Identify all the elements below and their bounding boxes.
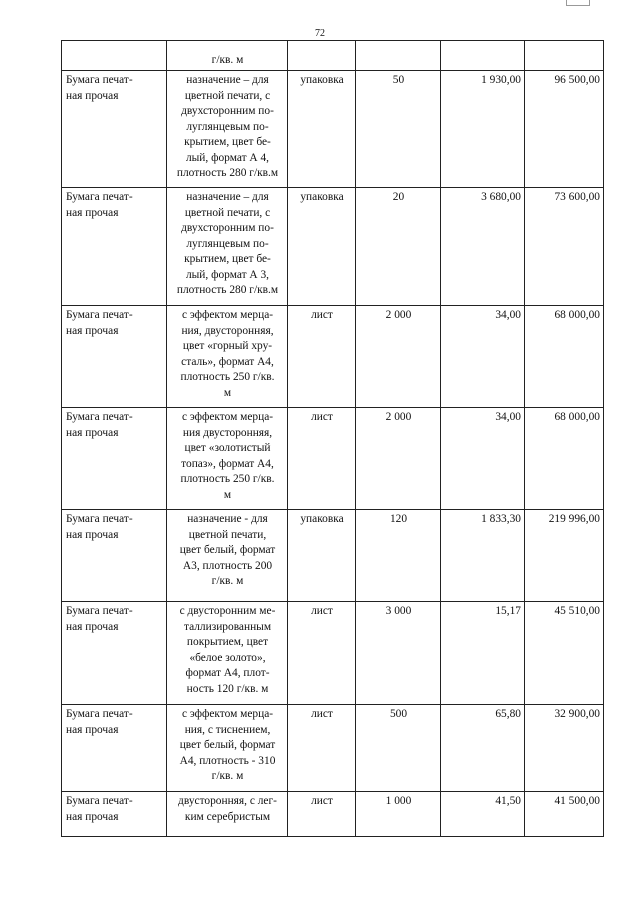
item-price-cell: 34,00 [441, 408, 525, 510]
item-unit-cell: лист [288, 306, 356, 408]
table-row [62, 306, 604, 408]
scan-corner-mark [566, 0, 590, 6]
item-description-cell: назначение – для цветной печати, с двухсторонним по- луглянцевым по- крытием, цвет бе- лый, формат А 3, плотность 280 г/кв.м [167, 188, 288, 306]
item-quantity-cell: 120 [356, 510, 441, 602]
item-quantity-cell: 3 000 [356, 602, 441, 705]
item-unit-cell: упаковка [288, 188, 356, 306]
item-price-cell: 34,00 [441, 306, 525, 408]
table-row [62, 408, 604, 510]
item-quantity-cell: 500 [356, 705, 441, 792]
table-row [62, 602, 604, 705]
item-price-cell [441, 41, 525, 71]
item-description-cell: назначение – для цветной печати, с двухсторонним по- луглянцевым по- крытием, цвет бе- лый, формат А 4, плотность 280 г/кв.м [167, 71, 288, 188]
item-name-cell [62, 41, 167, 71]
item-description-cell: с эффектом мерца- ния, двусторонняя, цвет «горный хру- сталь», формат А4, плотность 250 г/кв. м [167, 306, 288, 408]
table-row [62, 510, 604, 602]
item-unit-cell: упаковка [288, 510, 356, 602]
item-total-cell: 219 996,00 [525, 510, 604, 602]
item-total-cell: 96 500,00 [525, 71, 604, 188]
item-unit-cell: упаковка [288, 71, 356, 188]
item-quantity-cell: 1 000 [356, 792, 441, 837]
item-name-cell: Бумага печат- ная прочая [62, 306, 167, 408]
item-price-cell: 15,17 [441, 602, 525, 705]
item-description-cell: назначение - для цветной печати, цвет белый, формат А3, плотность 200 г/кв. м [167, 510, 288, 602]
item-name-cell: Бумага печат- ная прочая [62, 602, 167, 705]
page-number: 72 [315, 28, 325, 39]
item-price-cell: 1 833,30 [441, 510, 525, 602]
item-quantity-cell [356, 41, 441, 71]
item-unit-cell: лист [288, 705, 356, 792]
item-quantity-cell: 2 000 [356, 306, 441, 408]
item-quantity-cell: 20 [356, 188, 441, 306]
item-description-cell: двусторонняя, с лег- ким серебристым [167, 792, 288, 837]
table-row [62, 41, 604, 71]
item-price-cell: 3 680,00 [441, 188, 525, 306]
item-unit-cell: лист [288, 602, 356, 705]
item-name-cell: Бумага печат- ная прочая [62, 408, 167, 510]
item-description-cell: г/кв. м [167, 41, 288, 71]
item-total-cell: 68 000,00 [525, 306, 604, 408]
item-total-cell: 73 600,00 [525, 188, 604, 306]
table-row [62, 705, 604, 792]
item-unit-cell: лист [288, 792, 356, 837]
item-description-cell: с двусторонним ме- таллизированным покрытием, цвет «белое золото», формат А4, плот- ность 120 г/кв. м [167, 602, 288, 705]
item-total-cell [525, 41, 604, 71]
item-name-cell: Бумага печат- ная прочая [62, 71, 167, 188]
table-row [62, 188, 604, 306]
item-price-cell: 41,50 [441, 792, 525, 837]
item-name-cell: Бумага печат- ная прочая [62, 792, 167, 837]
item-description-cell: с эффектом мерца- ния, с тиснением, цвет белый, формат А4, плотность - 310 г/кв. м [167, 705, 288, 792]
item-quantity-cell: 50 [356, 71, 441, 188]
item-unit-cell [288, 41, 356, 71]
item-price-cell: 65,80 [441, 705, 525, 792]
table-row [62, 792, 604, 837]
item-price-cell: 1 930,00 [441, 71, 525, 188]
item-total-cell: 41 500,00 [525, 792, 604, 837]
table-row [62, 71, 604, 188]
item-total-cell: 45 510,00 [525, 602, 604, 705]
item-total-cell: 68 000,00 [525, 408, 604, 510]
item-name-cell: Бумага печат- ная прочая [62, 510, 167, 602]
specification-table [61, 40, 604, 837]
item-total-cell: 32 900,00 [525, 705, 604, 792]
item-name-cell: Бумага печат- ная прочая [62, 188, 167, 306]
item-quantity-cell: 2 000 [356, 408, 441, 510]
item-description-cell: с эффектом мерца- ния двусторонняя, цвет «золотистый топаз», формат А4, плотность 250 г/кв. м [167, 408, 288, 510]
item-name-cell: Бумага печат- ная прочая [62, 705, 167, 792]
item-unit-cell: лист [288, 408, 356, 510]
